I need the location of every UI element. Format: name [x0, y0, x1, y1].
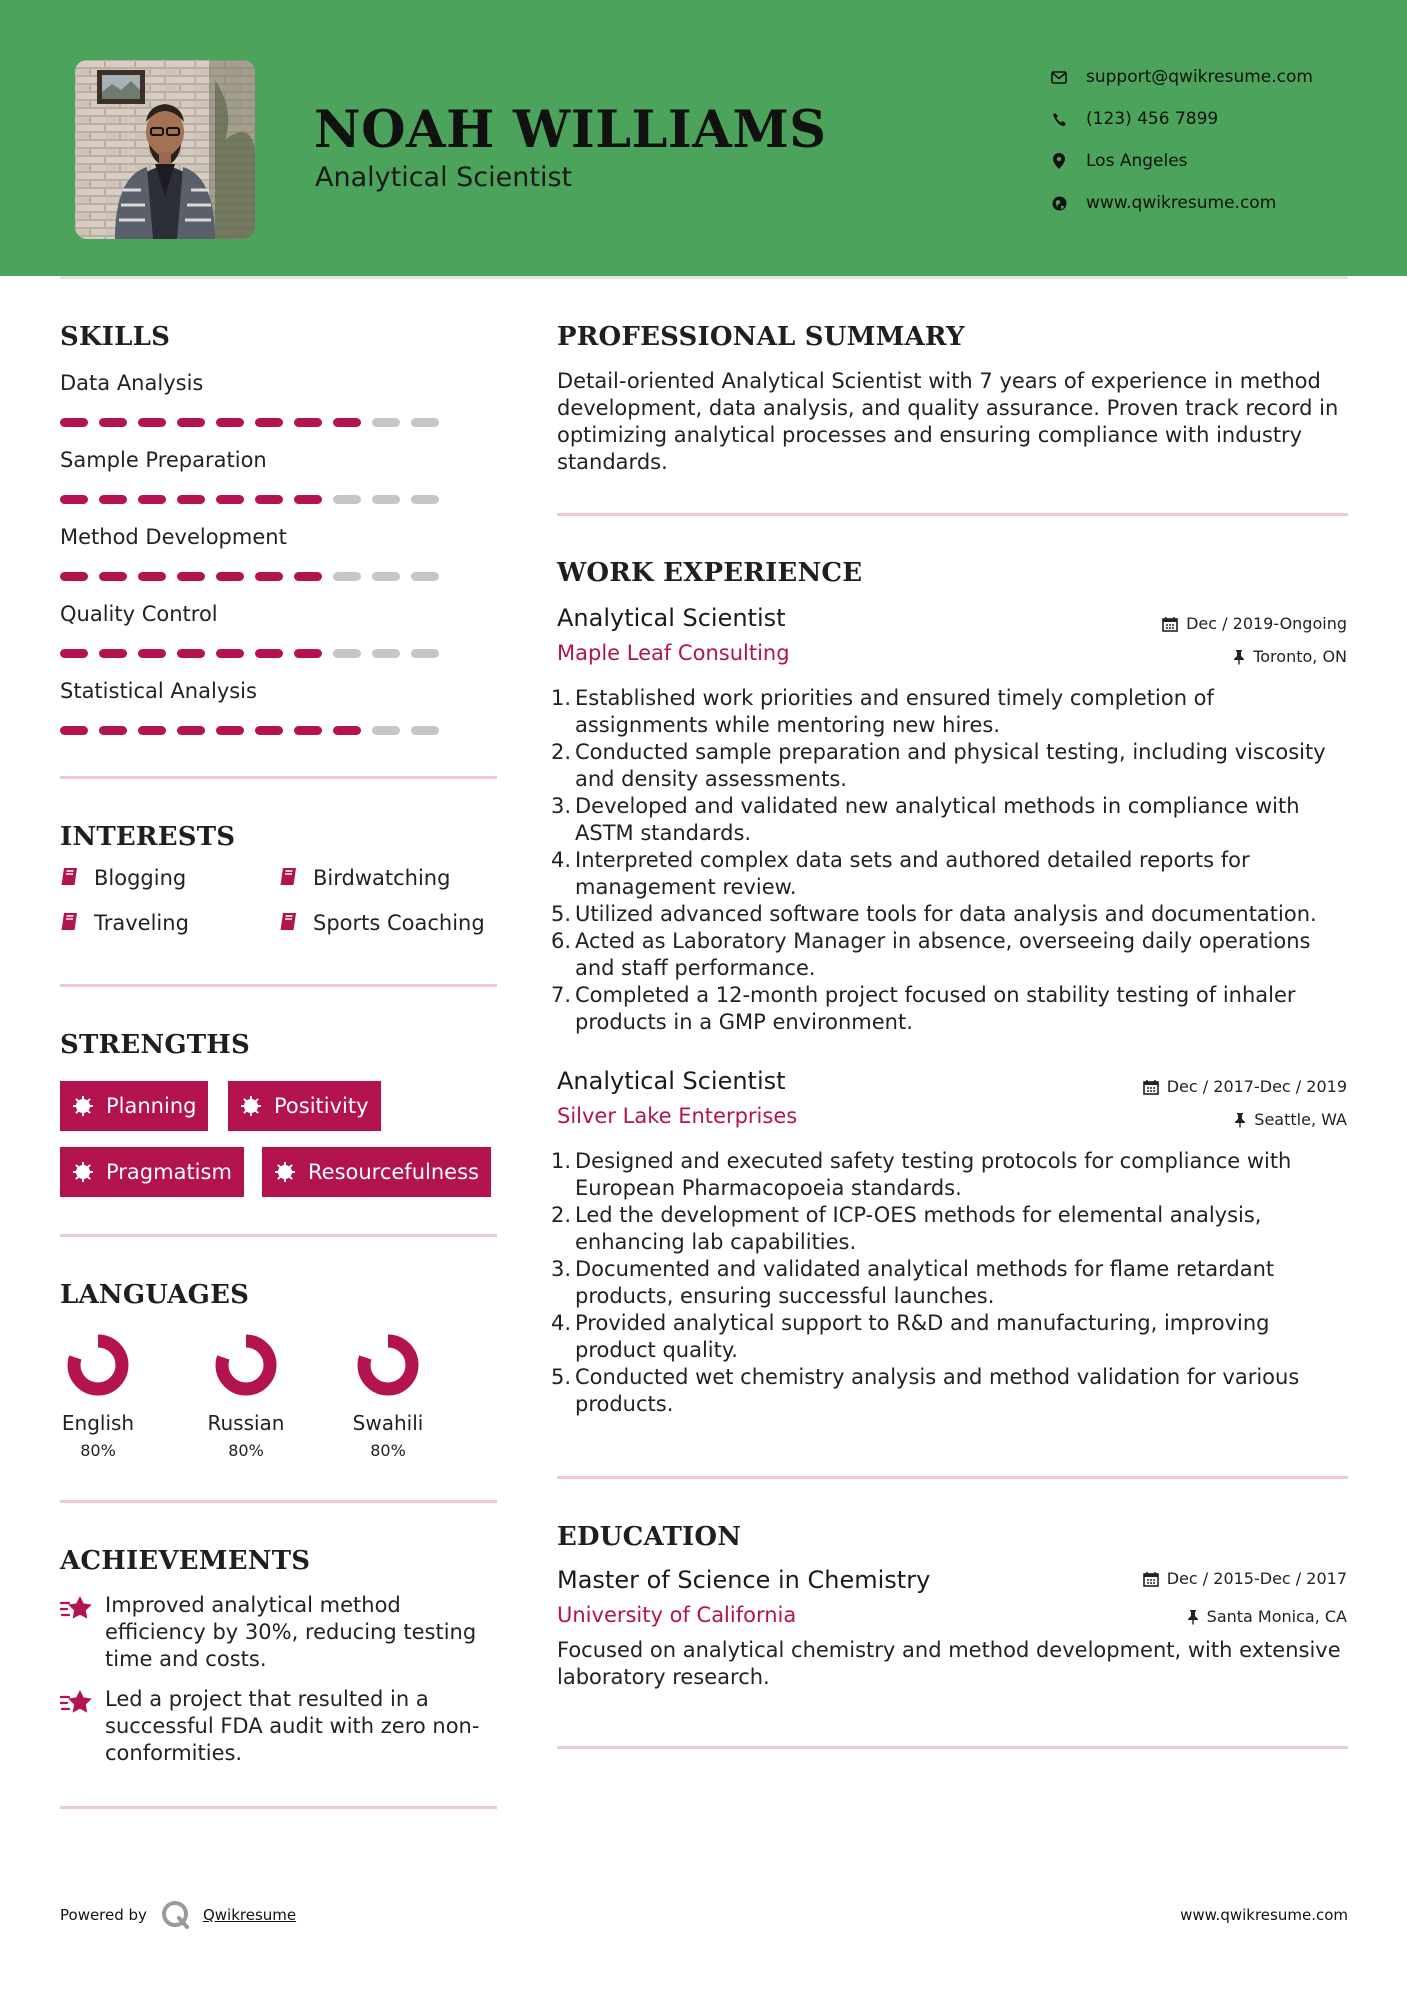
skill-segment-filled [138, 495, 166, 504]
section-divider [557, 513, 1348, 516]
job-location-text: Toronto, ON [1253, 647, 1347, 666]
contact-email[interactable] [1050, 56, 1370, 98]
skill-segment-filled [60, 649, 88, 658]
contact-list [1050, 56, 1370, 224]
footer-powered-by [60, 1900, 296, 1930]
contact-phone-text: (123) 456 7899 [1086, 109, 1219, 129]
section-divider [557, 1746, 1348, 1749]
skill-segment-filled [138, 649, 166, 658]
job-bullet: 2. Conducted sample preparation and physical testing, including viscosity and density assessments. [551, 740, 1326, 791]
skill-segment-filled [60, 418, 88, 427]
language-gauge [66, 1333, 130, 1397]
interest-label: Blogging [94, 866, 187, 890]
job-bullet: 1. Established work priorities and ensured timely completion of assignments while mentoring new hires. [551, 686, 1214, 737]
language-name: Swahili [352, 1411, 424, 1435]
strength-label: Pragmatism [106, 1160, 232, 1184]
skill-segment-filled [333, 726, 361, 735]
interest-label: Sports Coaching [313, 911, 485, 935]
skill-segment-filled [177, 418, 205, 427]
calendar-icon [1162, 616, 1178, 632]
job-company: Maple Leaf Consulting [557, 641, 790, 665]
job-title: Analytical Scientist [557, 604, 786, 632]
skill-item [60, 676, 500, 753]
pushpin-icon [1234, 1112, 1246, 1128]
skill-segment-filled [216, 649, 244, 658]
pushpin-icon [1187, 1609, 1199, 1625]
language-gauge [214, 1333, 278, 1397]
experience-title: WORK EXPERIENCE [557, 558, 863, 588]
skill-segment-filled [60, 495, 88, 504]
contact-location-text: Los Angeles [1086, 151, 1188, 171]
skill-segment-empty [411, 726, 439, 735]
skill-segment-empty [411, 495, 439, 504]
education-location [1187, 1607, 1347, 1626]
strength-label: Positivity [274, 1094, 369, 1118]
skill-segment-empty [372, 418, 400, 427]
job-bullet: 3. Developed and validated new analytical methods in compliance with ASTM standards. [551, 794, 1300, 845]
job-bullets [551, 685, 1347, 1036]
skill-segment-filled [216, 418, 244, 427]
skill-segment-filled [99, 495, 127, 504]
skill-segment-empty [333, 495, 361, 504]
skill-name: Statistical Analysis [60, 679, 257, 703]
section-divider [60, 776, 497, 779]
skill-bar [60, 649, 500, 658]
skill-name: Sample Preparation [60, 448, 267, 472]
skill-segment-filled [255, 572, 283, 581]
interest-item [279, 911, 485, 935]
job-bullets [551, 1148, 1347, 1418]
pushpin-icon [1233, 649, 1245, 665]
skill-segment-filled [138, 726, 166, 735]
candidate-name: NOAH WILLIAMS [314, 100, 827, 160]
job-title: Analytical Scientist [557, 1067, 786, 1095]
language-item [328, 1333, 448, 1460]
education-date-text: Dec / 2015-Dec / 2017 [1166, 1569, 1347, 1588]
skill-item [60, 445, 500, 522]
job-bullet: 1. Designed and executed safety testing protocols for compliance with European Pharmacopoeia standards. [551, 1149, 1292, 1200]
skill-segment-filled [60, 572, 88, 581]
job-date [1162, 614, 1347, 633]
contact-email-text: support@qwikresume.com [1086, 67, 1313, 87]
education-school: University of California [557, 1603, 797, 1627]
skill-segment-filled [255, 726, 283, 735]
contact-location [1050, 140, 1370, 182]
language-percent: 80% [80, 1441, 116, 1460]
achievement-text: Led a project that resulted in a successful FDA audit with zero non-conformities. [105, 1687, 480, 1765]
strength-tag [228, 1081, 381, 1131]
education-title: EDUCATION [557, 1522, 742, 1552]
skill-segment-filled [99, 418, 127, 427]
badge-icon [274, 1161, 296, 1183]
phone-icon [1050, 110, 1068, 128]
skill-segment-empty [333, 649, 361, 658]
skill-segment-filled [216, 495, 244, 504]
language-percent: 80% [228, 1441, 264, 1460]
skill-item [60, 599, 500, 676]
skill-bar [60, 418, 500, 427]
languages-title: LANGUAGES [60, 1280, 250, 1310]
job-entry [551, 604, 1347, 1034]
header-divider [60, 276, 1348, 279]
strengths-title: STRENGTHS [60, 1030, 251, 1060]
achievement-item [60, 1592, 500, 1673]
star-award-icon [60, 1594, 94, 1624]
skill-segment-filled [255, 649, 283, 658]
skill-bar [60, 726, 500, 735]
star-award-icon [60, 1688, 94, 1718]
powered-by-text: Powered by [60, 1906, 147, 1924]
skill-segment-filled [60, 726, 88, 735]
skill-segment-filled [294, 572, 322, 581]
candidate-role: Analytical Scientist [315, 162, 573, 193]
skills-title: SKILLS [60, 322, 171, 352]
job-bullet: 4. Interpreted complex data sets and authored detailed reports for management review. [551, 848, 1250, 899]
summary-block [557, 368, 1347, 476]
skill-segment-empty [333, 572, 361, 581]
strength-tag [60, 1081, 208, 1131]
summary-text: Detail-oriented Analytical Scientist with 7 years of experience in method development, data analysis, and quality assurance. Proven track record in optimizing analytical processes and ensuring compliance with industry standards. [557, 369, 1339, 474]
skill-segment-filled [216, 572, 244, 581]
job-bullet: 3. Documented and validated analytical methods for flame retardant products, ensuring successful launches. [551, 1257, 1275, 1308]
interest-item [279, 866, 450, 890]
skill-segment-filled [216, 726, 244, 735]
job-date-text: Dec / 2017-Dec / 2019 [1166, 1077, 1347, 1096]
skill-item [60, 368, 500, 445]
skill-segment-filled [99, 649, 127, 658]
globe-icon [1050, 194, 1068, 212]
skill-name: Quality Control [60, 602, 218, 626]
contact-website[interactable] [1050, 182, 1370, 224]
skill-segment-filled [177, 495, 205, 504]
skill-segment-empty [411, 649, 439, 658]
book-icon [60, 911, 80, 935]
job-location-text: Seattle, WA [1254, 1110, 1347, 1129]
strength-label: Planning [106, 1094, 197, 1118]
skill-segment-empty [411, 572, 439, 581]
section-divider [60, 1234, 497, 1237]
strength-tag [60, 1147, 244, 1197]
job-bullet: 4. Provided analytical support to R&D and manufacturing, improving product quality. [551, 1311, 1270, 1362]
section-divider [60, 1500, 497, 1503]
education-degree: Master of Science in Chemistry [557, 1566, 931, 1594]
badge-icon [72, 1095, 94, 1117]
job-bullet: 5. Conducted wet chemistry analysis and method validation for various products. [551, 1365, 1300, 1416]
skill-bar [60, 572, 500, 581]
calendar-icon [1143, 1079, 1159, 1095]
skill-segment-filled [99, 572, 127, 581]
skill-segment-filled [294, 726, 322, 735]
job-bullet: 5. Utilized advanced software tools for data analysis and documentation. [551, 902, 1317, 926]
achievement-item [60, 1686, 500, 1767]
achievements-title: ACHIEVEMENTS [60, 1546, 311, 1576]
skill-segment-filled [333, 418, 361, 427]
skill-segment-filled [177, 649, 205, 658]
section-divider [60, 984, 497, 987]
job-date [1143, 1077, 1347, 1096]
qwikresume-link[interactable]: Qwikresume [202, 1906, 297, 1924]
language-name: English [61, 1411, 135, 1435]
map-pin-icon [1050, 152, 1068, 170]
language-percent: 80% [370, 1441, 406, 1460]
language-gauge [356, 1333, 420, 1397]
job-bullet: 7. Completed a 12-month project focused on stability testing of inhaler products in a GMP environment. [551, 983, 1296, 1034]
skill-segment-filled [294, 649, 322, 658]
job-company: Silver Lake Enterprises [557, 1104, 798, 1128]
skill-segment-filled [138, 572, 166, 581]
education-location-text: Santa Monica, CA [1206, 1607, 1347, 1626]
education-entry [557, 1566, 1347, 1696]
skill-bar [60, 495, 500, 504]
section-divider [557, 1476, 1348, 1479]
interest-label: Traveling [94, 911, 189, 935]
footer-site-link[interactable]: www.qwikresume.com [1180, 1906, 1348, 1924]
book-icon [279, 866, 299, 890]
summary-title: PROFESSIONAL SUMMARY [557, 322, 965, 352]
interest-item [60, 866, 186, 890]
skill-item [60, 522, 500, 599]
contact-phone[interactable] [1050, 98, 1370, 140]
skill-segment-filled [255, 418, 283, 427]
book-icon [60, 866, 80, 890]
skill-segment-filled [294, 495, 322, 504]
job-date-text: Dec / 2019-Ongoing [1186, 614, 1347, 633]
calendar-icon [1143, 1571, 1159, 1587]
education-text: Focused on analytical chemistry and method development, with extensive laboratory research. [557, 1638, 1341, 1689]
language-item [38, 1333, 158, 1460]
skill-name: Data Analysis [60, 371, 204, 395]
section-divider [60, 1806, 497, 1809]
qwikresume-logo-icon [161, 1900, 191, 1930]
education-date [1143, 1569, 1347, 1588]
skill-segment-empty [372, 726, 400, 735]
header-banner [0, 0, 1407, 276]
job-location [1233, 647, 1347, 666]
skill-segment-filled [138, 418, 166, 427]
book-icon [279, 911, 299, 935]
skill-segment-filled [177, 572, 205, 581]
job-location [1234, 1110, 1347, 1129]
profile-photo [75, 60, 255, 239]
skill-name: Method Development [60, 525, 287, 549]
skill-segment-filled [255, 495, 283, 504]
achievement-text: Improved analytical method efficiency by 30%, reducing testing time and costs. [105, 1593, 477, 1671]
interest-label: Birdwatching [313, 866, 451, 890]
interests-title: INTERESTS [60, 822, 236, 852]
language-item [186, 1333, 306, 1460]
skill-segment-filled [177, 726, 205, 735]
strength-label: Resourcefulness [308, 1160, 479, 1184]
job-entry [551, 1067, 1347, 1427]
badge-icon [240, 1095, 262, 1117]
skill-segment-filled [294, 418, 322, 427]
badge-icon [72, 1161, 94, 1183]
contact-website-text: www.qwikresume.com [1086, 193, 1277, 213]
skill-segment-empty [411, 418, 439, 427]
job-bullet: 2. Led the development of ICP-OES methods for elemental analysis, enhancing lab capabilities. [551, 1203, 1262, 1254]
skills-list [60, 368, 500, 753]
skill-segment-empty [372, 649, 400, 658]
skill-segment-filled [99, 726, 127, 735]
language-name: Russian [207, 1411, 285, 1435]
skill-segment-empty [372, 572, 400, 581]
interest-item [60, 911, 189, 935]
envelope-icon [1050, 68, 1068, 86]
job-bullet: 6. Acted as Laboratory Manager in absence, overseeing daily operations and staff performance. [551, 929, 1311, 980]
strength-tag [262, 1147, 491, 1197]
skill-segment-empty [372, 495, 400, 504]
